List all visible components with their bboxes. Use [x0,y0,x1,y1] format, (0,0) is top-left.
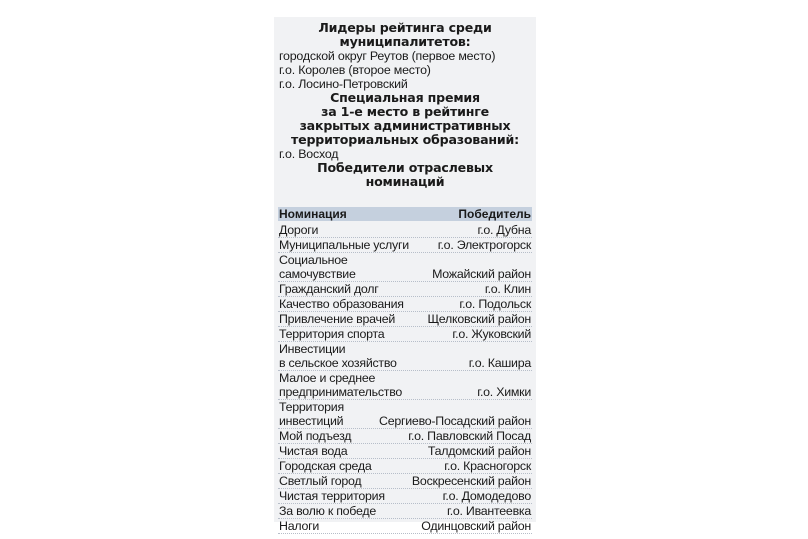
winner-cell: Можайский район [432,267,531,281]
winner-cell: г.о. Ивантеевка [446,504,531,518]
table-row [278,253,532,282]
nomination-cell: Налоги [279,519,320,533]
table-row [278,429,532,444]
winner-cell: Щелковский район [427,312,531,326]
nomination-cell: Чистая вода [279,444,348,458]
table-row [278,474,532,489]
special-prize-heading-line-2: за 1-е место в рейтинге [321,104,489,119]
leaders-heading-line-1: Лидеры рейтинга среди [318,20,492,35]
winner-cell: г.о. Кашира [468,356,531,370]
special-prize-heading-line-1: Специальная премия [330,90,480,105]
nomination-cell: Городская среда [279,459,372,473]
branch-winners-heading-line-2: номинаций [365,174,445,189]
winners-table [278,207,532,534]
table-row [278,223,532,238]
table-row [278,371,532,400]
special-prize-item: г.о. Восход [279,147,339,161]
table-header [278,207,532,221]
leaders-list [274,49,536,91]
nomination-cell: Качество образования [279,297,404,311]
winner-cell: Талдомский район [427,444,531,458]
table-row [278,400,532,429]
table-row [278,489,532,504]
table-row [278,519,532,534]
leaders-item: г.о. Лосино-Петровский [279,77,408,91]
table-row [278,327,532,342]
winner-cell: г.о. Красногорск [444,459,531,473]
winner-cell: г.о. Павловский Посад [408,429,531,443]
nomination-cell: Территория спорта [279,327,385,341]
winner-cell: г.о. Дубна [477,223,531,237]
table-row [278,504,532,519]
nomination-cell: За волю к победе [279,504,377,518]
branch-winners-heading [274,161,536,189]
table-row [278,342,532,371]
winner-cell: г.о. Химки [477,385,531,399]
nomination-cell: Социальное самочувствие [279,253,356,281]
winner-cell: г.о. Подольск [459,297,531,311]
nomination-cell: Территория инвестиций [279,400,344,428]
winner-cell: Сергиево-Посадский район [379,414,531,428]
nomination-cell: Чистая территория [279,489,385,503]
nomination-cell: Светлый город [279,474,362,488]
nomination-cell: Дороги [279,223,319,237]
nomination-cell: Муниципальные услуги [279,238,409,252]
nomination-cell: Привлечение врачей [279,312,396,326]
nomination-cell: Мой подъезд [279,429,352,443]
winner-cell: г.о. Жуковский [452,327,531,341]
table-row [278,444,532,459]
winner-cell: г.о. Клин [484,282,531,296]
column-header-winner: Победитель [458,207,531,221]
nomination-cell: Гражданский долг [279,282,379,296]
winner-cell: Воскресенский район [411,474,531,488]
leaders-item: г.о. Королев (второе место) [279,63,431,77]
table-row [278,238,532,253]
special-prize-heading-line-3: закрытых административных [299,118,511,133]
nomination-cell: Малое и среднее предпринимательство [279,371,403,399]
winner-cell: Одинцовский район [421,519,531,533]
nomination-cell: Инвестиции в сельское хозяйство [279,342,397,370]
winner-cell: г.о. Домодедово [442,489,531,503]
table-row [278,282,532,297]
leaders-item: городской округ Реутов (первое место) [279,49,496,63]
column-header-nomination: Номинация [279,207,347,221]
table-row [278,312,532,327]
branch-winners-heading-line-1: Победители отраслевых [317,160,493,175]
table-row [278,459,532,474]
special-prize-heading-line-4: территориальных образований: [291,132,519,147]
table-body [278,223,532,534]
leaders-heading [274,21,536,49]
table-row [278,297,532,312]
ratings-card [274,17,536,533]
special-prize-heading [274,91,536,147]
winner-cell: г.о. Электрогорск [437,238,531,252]
leaders-heading-line-2: муниципалитетов: [339,34,471,49]
